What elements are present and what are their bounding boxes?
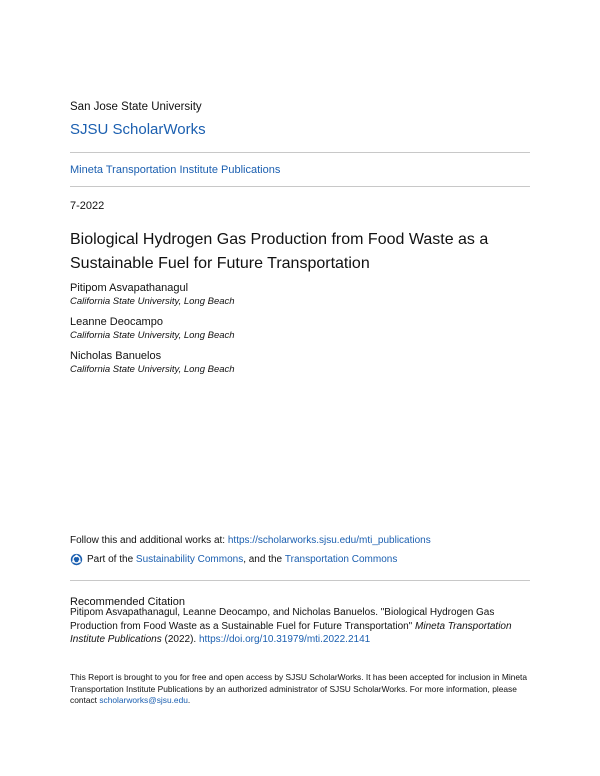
part-of-prefix: Part of the — [87, 554, 134, 565]
follow-line — [70, 535, 431, 546]
part-of-middle: , and the — [243, 554, 283, 565]
author-name: Nicholas Banuelos — [70, 350, 162, 362]
series-link[interactable]: Mineta Transportation Institute Publications — [70, 164, 281, 176]
citation-heading: Recommended Citation — [70, 596, 185, 608]
divider — [70, 152, 530, 153]
network-icon — [70, 553, 83, 566]
doi-link[interactable]: https://doi.org/10.31979/mti.2022.2141 — [198, 634, 371, 645]
author-list — [70, 282, 235, 384]
report-notice — [70, 672, 532, 707]
citation-journal: Mineta Transportation Institute Publications — [70, 620, 512, 645]
report-end: . — [187, 695, 191, 705]
citation-part-a: Pitipom Asvapathanagul, Leanne Deocampo, and Nicholas Banuelos. "Biological Hydrogen Gas Production from Food Waste as a Sustainable Fuel for Future Transportation" — [70, 607, 495, 632]
publication-date: 7-2022 — [70, 200, 105, 212]
author-name: Leanne Deocampo — [70, 316, 163, 328]
repository-link[interactable]: SJSU ScholarWorks — [70, 121, 206, 138]
follow-text: Follow this and additional works at: — [70, 535, 228, 546]
citation-part-b: (2022). — [161, 634, 199, 645]
author-entry — [70, 316, 235, 341]
author-entry — [70, 282, 235, 307]
collection-url-link[interactable]: https://scholarworks.sjsu.edu/mti_publications — [227, 535, 431, 546]
transportation-commons-link[interactable]: Transportation Commons — [284, 554, 398, 565]
university-name: San Jose State University — [70, 101, 202, 113]
sustainability-commons-link[interactable]: Sustainability Commons — [135, 554, 244, 565]
divider — [70, 186, 530, 187]
citation-text — [70, 606, 532, 647]
author-name: Pitipom Asvapathanagul — [70, 282, 189, 294]
report-text: This Report is brought to you for free and open access by SJSU ScholarWorks. It has been accepted for inclusion in Mineta Transportation Institute Publications by an authorized administrator of SJSU ScholarWorks. For more information, please contact — [70, 672, 527, 705]
document-title: Biological Hydrogen Gas Production from Food Waste as a Sustainable Fuel for Future Transportation — [70, 231, 489, 272]
author-affiliation: California State University, Long Beach — [70, 296, 235, 307]
author-affiliation: California State University, Long Beach — [70, 330, 235, 341]
author-affiliation: California State University, Long Beach — [70, 364, 235, 375]
divider — [70, 580, 530, 581]
author-entry — [70, 350, 235, 375]
contact-email-link[interactable]: scholarworks@sjsu.edu — [99, 695, 188, 705]
part-of-line — [70, 553, 397, 566]
